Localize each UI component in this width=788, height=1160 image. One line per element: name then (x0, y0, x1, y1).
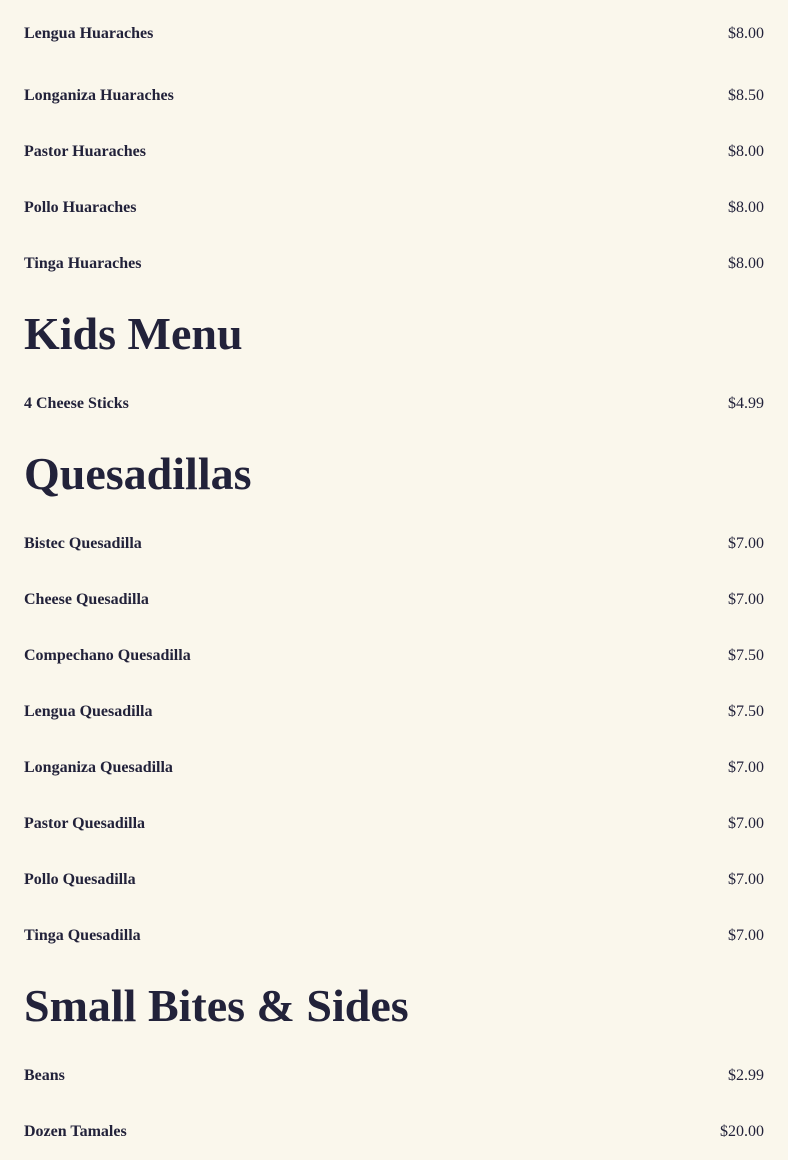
menu-item-price: $8.00 (728, 199, 764, 216)
menu-item-price: $7.00 (728, 927, 764, 944)
section-title: Quesadillas (24, 448, 252, 499)
menu-item-price: $8.00 (728, 143, 764, 160)
menu-item-price: $8.00 (728, 25, 764, 42)
menu-item[interactable] (24, 180, 764, 236)
menu-item-name: Compechano Quesadilla (24, 647, 191, 664)
menu-item-name: Pollo Quesadilla (24, 871, 136, 888)
menu-item-price: $7.00 (728, 815, 764, 832)
menu-item-name: Pastor Huaraches (24, 143, 146, 160)
menu-item[interactable] (24, 740, 764, 796)
menu-item[interactable] (24, 796, 764, 852)
menu-item-name: Tinga Quesadilla (24, 927, 141, 944)
menu-item-name: Dozen Tamales (24, 1123, 127, 1140)
menu-item-name: Bistec Quesadilla (24, 535, 142, 552)
menu-section-kids (24, 292, 764, 432)
menu-item[interactable] (24, 0, 764, 68)
menu-item-price: $7.00 (728, 759, 764, 776)
menu-section-huaraches (24, 0, 764, 292)
menu-item-name: Cheese Quesadilla (24, 591, 149, 608)
menu-item-name: Pastor Quesadilla (24, 815, 146, 832)
menu-item-name: Pollo Huaraches (24, 199, 137, 216)
menu-item-price: $7.00 (728, 871, 764, 888)
menu-item-price: $20.00 (720, 1123, 764, 1140)
menu-item-price: $7.00 (728, 591, 764, 608)
menu-item[interactable] (24, 628, 764, 684)
menu-item[interactable] (24, 572, 764, 628)
menu-item-price: $7.00 (728, 535, 764, 552)
section-title: Kids Menu (24, 308, 243, 359)
menu-list (24, 0, 764, 1160)
menu-item-price: $8.00 (728, 255, 764, 272)
menu-section-small-bites (24, 964, 764, 1160)
menu-item[interactable] (24, 852, 764, 908)
menu-item[interactable] (24, 1048, 764, 1104)
menu-item-name: Lengua Huaraches (24, 25, 154, 42)
menu-item-name: Lengua Quesadilla (24, 703, 153, 720)
menu-item[interactable] (24, 376, 764, 432)
menu-item[interactable] (24, 516, 764, 572)
menu-item[interactable] (24, 1104, 764, 1160)
menu-item-name: Longaniza Quesadilla (24, 759, 173, 776)
menu-item-price: $7.50 (728, 703, 764, 720)
menu-item[interactable] (24, 684, 764, 740)
menu-item-price: $2.99 (728, 1067, 764, 1084)
menu-section-quesadillas (24, 432, 764, 964)
menu-item[interactable] (24, 124, 764, 180)
section-title: Small Bites & Sides (24, 980, 409, 1031)
menu-item-name: Longaniza Huaraches (24, 87, 174, 104)
menu-item-price: $8.50 (728, 87, 764, 104)
menu-item[interactable] (24, 236, 764, 292)
menu-item-name: Beans (24, 1067, 65, 1084)
menu-item[interactable] (24, 908, 764, 964)
menu-item-price: $7.50 (728, 647, 764, 664)
menu-item-name: Tinga Huaraches (24, 255, 142, 272)
menu-item-price: $4.99 (728, 395, 764, 412)
menu-item-name: 4 Cheese Sticks (24, 395, 129, 412)
menu-item[interactable] (24, 68, 764, 124)
